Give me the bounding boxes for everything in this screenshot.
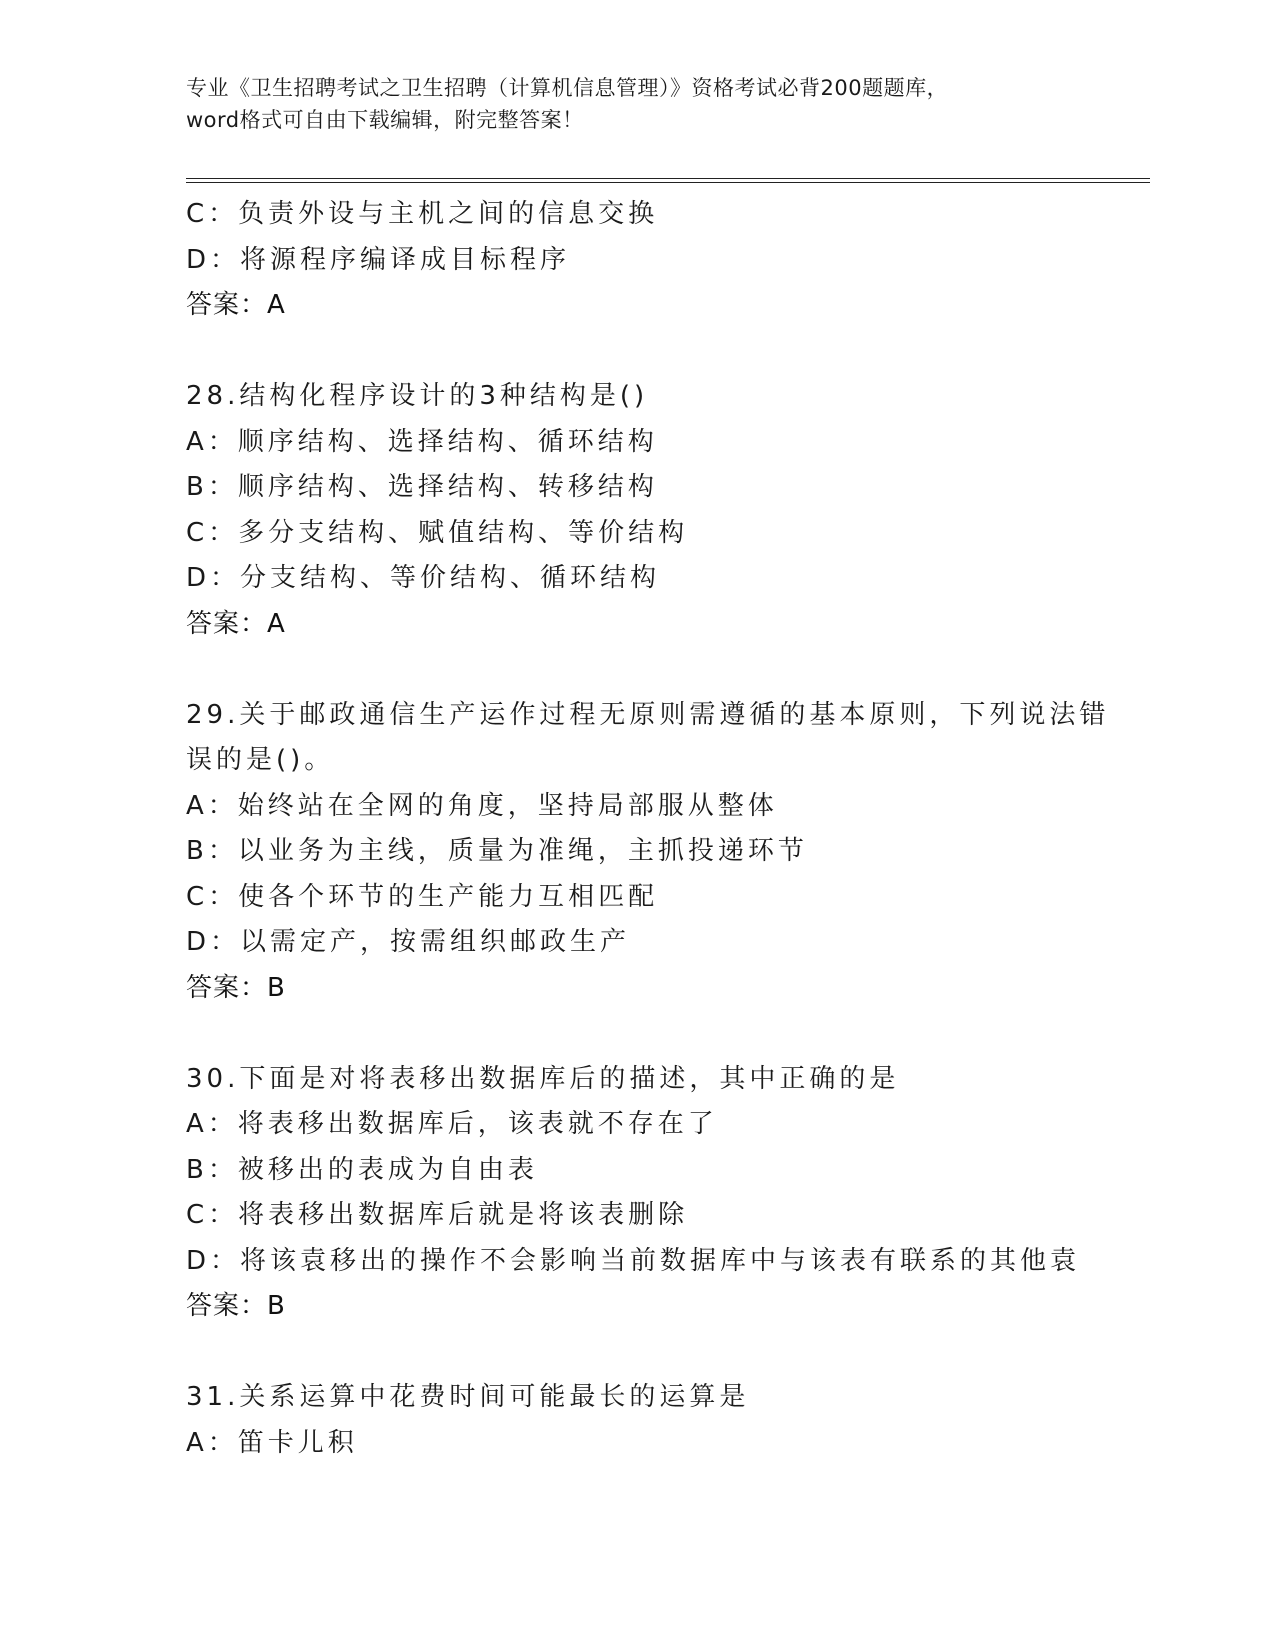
option-c: C：多分支结构、赋值结构、等价结构 — [186, 517, 689, 548]
answer-line: 答案：B — [186, 1291, 286, 1321]
option-c: C：负责外设与主机之间的信息交换 — [186, 199, 659, 229]
answer-line: 答案：A — [186, 290, 286, 320]
question-spacer — [186, 329, 1150, 375]
header-divider — [186, 178, 1150, 183]
option-d: D：以需定产，按需组织邮政生产 — [186, 927, 631, 957]
question-stem-continued: 误的是()。 — [186, 745, 335, 775]
question-spacer — [186, 647, 1150, 693]
answer-line: 答案：A — [186, 608, 286, 639]
question-stem: 28.结构化程序设计的3种结构是() — [186, 381, 649, 411]
option-d: D：将源程序编译成目标程序 — [186, 244, 571, 275]
question-30 — [186, 1057, 1150, 1330]
question-stem: 30.下面是对将表移出数据库后的描述，其中正确的是 — [186, 1063, 900, 1094]
option-d: D：分支结构、等价结构、循环结构 — [186, 563, 661, 593]
option-a: A：顺序结构、选择结构、循环结构 — [186, 426, 658, 457]
question-27-continued — [186, 192, 1150, 329]
question-spacer — [186, 1011, 1150, 1057]
header-line-2: word格式可自由下载编辑，附完整答案！ — [186, 108, 584, 132]
question-29 — [186, 693, 1150, 1012]
option-b: B：顺序结构、选择结构、转移结构 — [186, 472, 658, 502]
option-b: B：被移出的表成为自由表 — [186, 1154, 538, 1185]
document-header — [186, 72, 1086, 136]
answer-line: 答案：B — [186, 972, 286, 1003]
question-28 — [186, 374, 1150, 647]
option-c: C：使各个环节的生产能力互相匹配 — [186, 881, 659, 912]
header-line-1: 专业《卫生招聘考试之卫生招聘（计算机信息管理）》资格考试必背200题题库， — [186, 76, 949, 100]
option-d: D：将该袁移出的操作不会影响当前数据库中与该表有联系的其他袁 — [186, 1245, 1081, 1276]
option-c: C：将表移出数据库后就是将该表删除 — [186, 1200, 689, 1230]
question-stem: 29.关于邮政通信生产运作过程无原则需遵循的基本原则，下列说法错 — [186, 699, 1110, 730]
question-spacer — [186, 1330, 1150, 1376]
question-31 — [186, 1375, 1150, 1466]
question-stem: 31.关系运算中花费时间可能最长的运算是 — [186, 1382, 750, 1412]
option-b: B：以业务为主线，质量为准绳，主抓投递环节 — [186, 836, 808, 866]
question-list — [186, 192, 1150, 1466]
option-a: A：笛卡儿积 — [186, 1427, 358, 1458]
option-a: A：将表移出数据库后，该表就不存在了 — [186, 1109, 718, 1139]
option-a: A：始终站在全网的角度，坚持局部服从整体 — [186, 790, 778, 821]
